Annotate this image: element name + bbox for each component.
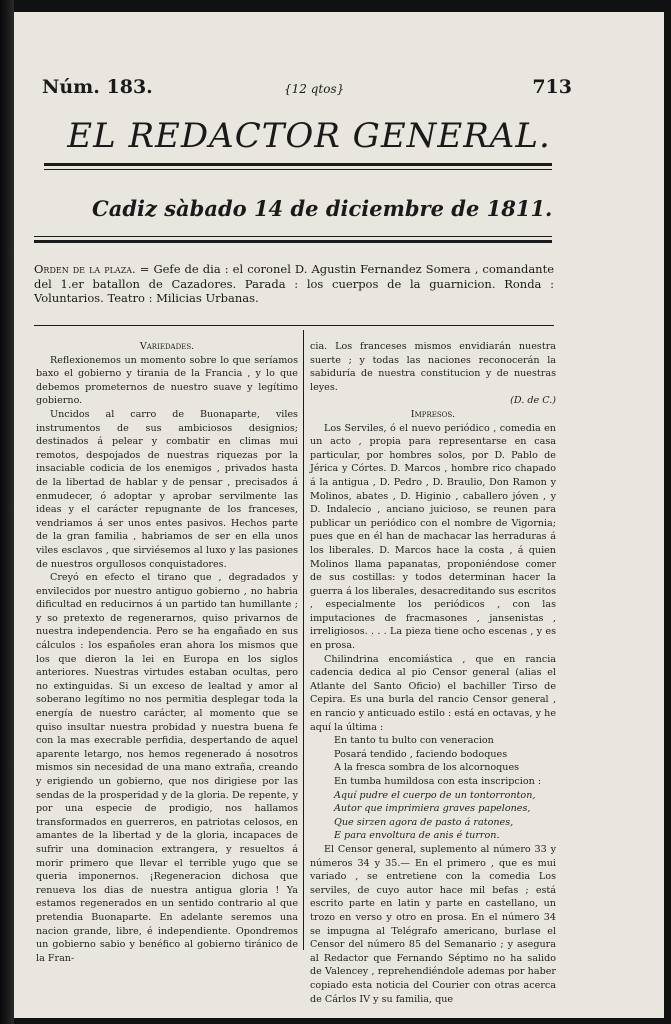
right-closing-paragraph: El Censor general, suplemento al número 33 y números 34 y 35.— En el primero , que es mui variado , se entretiene con la comedia Los serviles, de cuyo autor hace mil befas ; está escrito parte en latin y parte en castellano, un trozo en verso y otro en prosa. En el número 34 se impugna al Telégrafo americano, burlase el Censor del número 85 del Semanario ; y asegura al Redactor que Fernando Séptimo no ha salido de Valencey , reprehendiéndole ademas por haber copiado esta noticia del Courier con otras acerca de Cárlos IV y su familia, que [310, 843, 556, 1005]
book-spine [0, 0, 14, 1024]
verse-line: En tanto tu bulto con veneracion [334, 735, 494, 747]
left-paragraph-2: Uncidos al carro de Buonaparte, viles instrumentos de sus ambiciosos designios; destinados á pelear y combatir en climas mui remotos, despojados de nuestras riquezas por la insaciable codicia de los enemigos , privados hasta de la libertad de hablar y de pensar , precisados á enmudecer, ó adoptar y aprobar servilmente las ideas y el carácter repugnante de los franceses, vendriamos á ser unos entes pasivos. Hechos parte de la gran familia , habriamos de ser en ella unos viles esclavos , que sirviésemos al luxo y las pasiones de nuestros orgullosos conquistadores. [36, 408, 298, 570]
right-continuation: cia. Los franceses mismos envidiarán nuestra suerte ; y todas las naciones reconocerán la sabiduría de nuestra constitucion y de nuestras leyes. [310, 341, 556, 393]
masthead-rule-top [44, 163, 552, 166]
date-rule-thick [34, 240, 552, 243]
verse-line: Posará tendido , faciendo bodoques [334, 748, 508, 760]
verse-line: Que sirzen agora de pasto á ratones, [334, 816, 514, 828]
newspaper-page [14, 12, 664, 1018]
left-paragraph-1: Reflexionemos un momento sobre lo que seríamos baxo el gobierno y tirania de la Francia , y lo que debemos prometernos de nuestro suave y legítimo gobierno. [36, 354, 298, 407]
column-divider [303, 330, 304, 950]
verse-line: Aquí pudre el cuerpo de un tontorronton, [334, 789, 536, 801]
date-rule [34, 236, 552, 237]
verse-line: En tumba humildosa con esta inscripcion : [334, 776, 542, 787]
orden-text: = Gefe de dia : el coronel D. Agustin Fernandez Somera , comandante del 1.er batallon de Cazadores. Parada : los cuerpos de la guarnicion. Ronda : Voluntarios. Teatro : Milicias Urbanas. [34, 262, 555, 305]
orden-de-la-plaza [34, 262, 554, 306]
left-column [36, 340, 298, 964]
masthead-rule-top-thin [44, 169, 552, 170]
right-paragraph-1: Los Serviles, ó el nuevo periódico , comedia en un acto , propia para representarse en casa particular, por hombres solos, por D. Pablo de Jérica y Córtes. D. Marcos , hombre rico chapado á la antigua , D. Pedro , D. Braulio, Don Ramon y Molinos, abates , D. Higinio , caballero jóven , y D. Indalecio , anciano juicioso, se reunen para publicar un periódico con el nombre de Vigornia; pues que en él han de machacar las herraduras á los liberales. D. Marcos hace la costa , á quien Molinos llama papanatas, proponiéndose comer de sus costillas: y todos determinan hacer la guerra á los liberales, desacreditando sus escritos , especialmente los periódicos , con las imputaciones de fracmasones , jansenistas , irreligiosos. . . . La pieza tiene ocho escenas , y es en prosa. [310, 422, 556, 652]
right-column [310, 340, 556, 1005]
quarto-mark: {12 qtos} [284, 82, 345, 96]
left-paragraph-3: Creyó en efecto el tirano que , degradados y envilecidos por nuestro antiguo gobierno , no habria dificultad en reducirnos á un partido tan humillante ; y so pretexto de regenerarnos, quiso privarnos de nuestra independencia. Pero se ha engañado en sus cálculos : los españoles eran ahora los mismos que los que dieron la lei en Europa en los siglos anteriores. Nuestras virtudes estaban ocultas, pero no extinguidas. Si un exceso de lealtad y amor al soberano legítimo no nos permitia desplegar toda la energía de nuestro carácter, al momento que se quiso insultar nuestra probidad y nuestra buena fe con la mas execrable perfidia, despertando de aquel aparente letargo, nos hemos regenerado á nosotros mismos sin necesidad de una mano extraña, creando y erigiendo un gobierno, que nos dirigiese por las sendas de la prosperidad y de la gloria. De repente, y por una especie de prodigio, nos hallamos transformados en guerreros, en patriotas celosos, en amantes de la libertad y de la gloria, incapaces de sufrir una dominacion extrangera, y resueltos á morir primero que llevar el terrible yugo que se queria imponernos. ¡Regeneracion dichosa que renueva los dias de nuestra antigua gloria ! Ya estamos regenerados en un sentido contrario al que pretendia Buonaparte. En adelante seremos una nacion grande, libre, é independiente. Opondremos un gobierno sabio y benéfico al gobierno tiránico de la Fran- [36, 572, 298, 964]
verse-line: Autor que imprimiera graves papelones, [334, 803, 531, 815]
issue-number: Núm. 183. [42, 76, 153, 98]
verse-line: E para envoltura de anis é turron. [334, 830, 500, 842]
masthead-title: EL REDACTOR GENERAL. [67, 116, 551, 156]
verse-line: A la fresca sombra de los alcornoques [334, 762, 520, 774]
variedades-heading: Variedades. [139, 341, 195, 352]
right-paragraph-2: Chilindrina encomiástica , que en rancia cadencia dedica al pio Censor general (alias el Atlante del Santo Oficio) el bachiller Tirso de Cepira. Es una burla del rancio Censor general , en rancio y anticuado estilo : está en octavas, y he aquí la última : [310, 653, 556, 733]
date-line: Cadiz sàbado 14 de diciembre de 1811. [92, 196, 553, 221]
impresos-heading: Impresos. [410, 408, 456, 420]
orden-label: Orden de la plaza. [34, 262, 136, 276]
right-signature: (D. de C.) [510, 395, 556, 407]
section-rule [34, 325, 554, 326]
page-number: 713 [532, 76, 572, 98]
